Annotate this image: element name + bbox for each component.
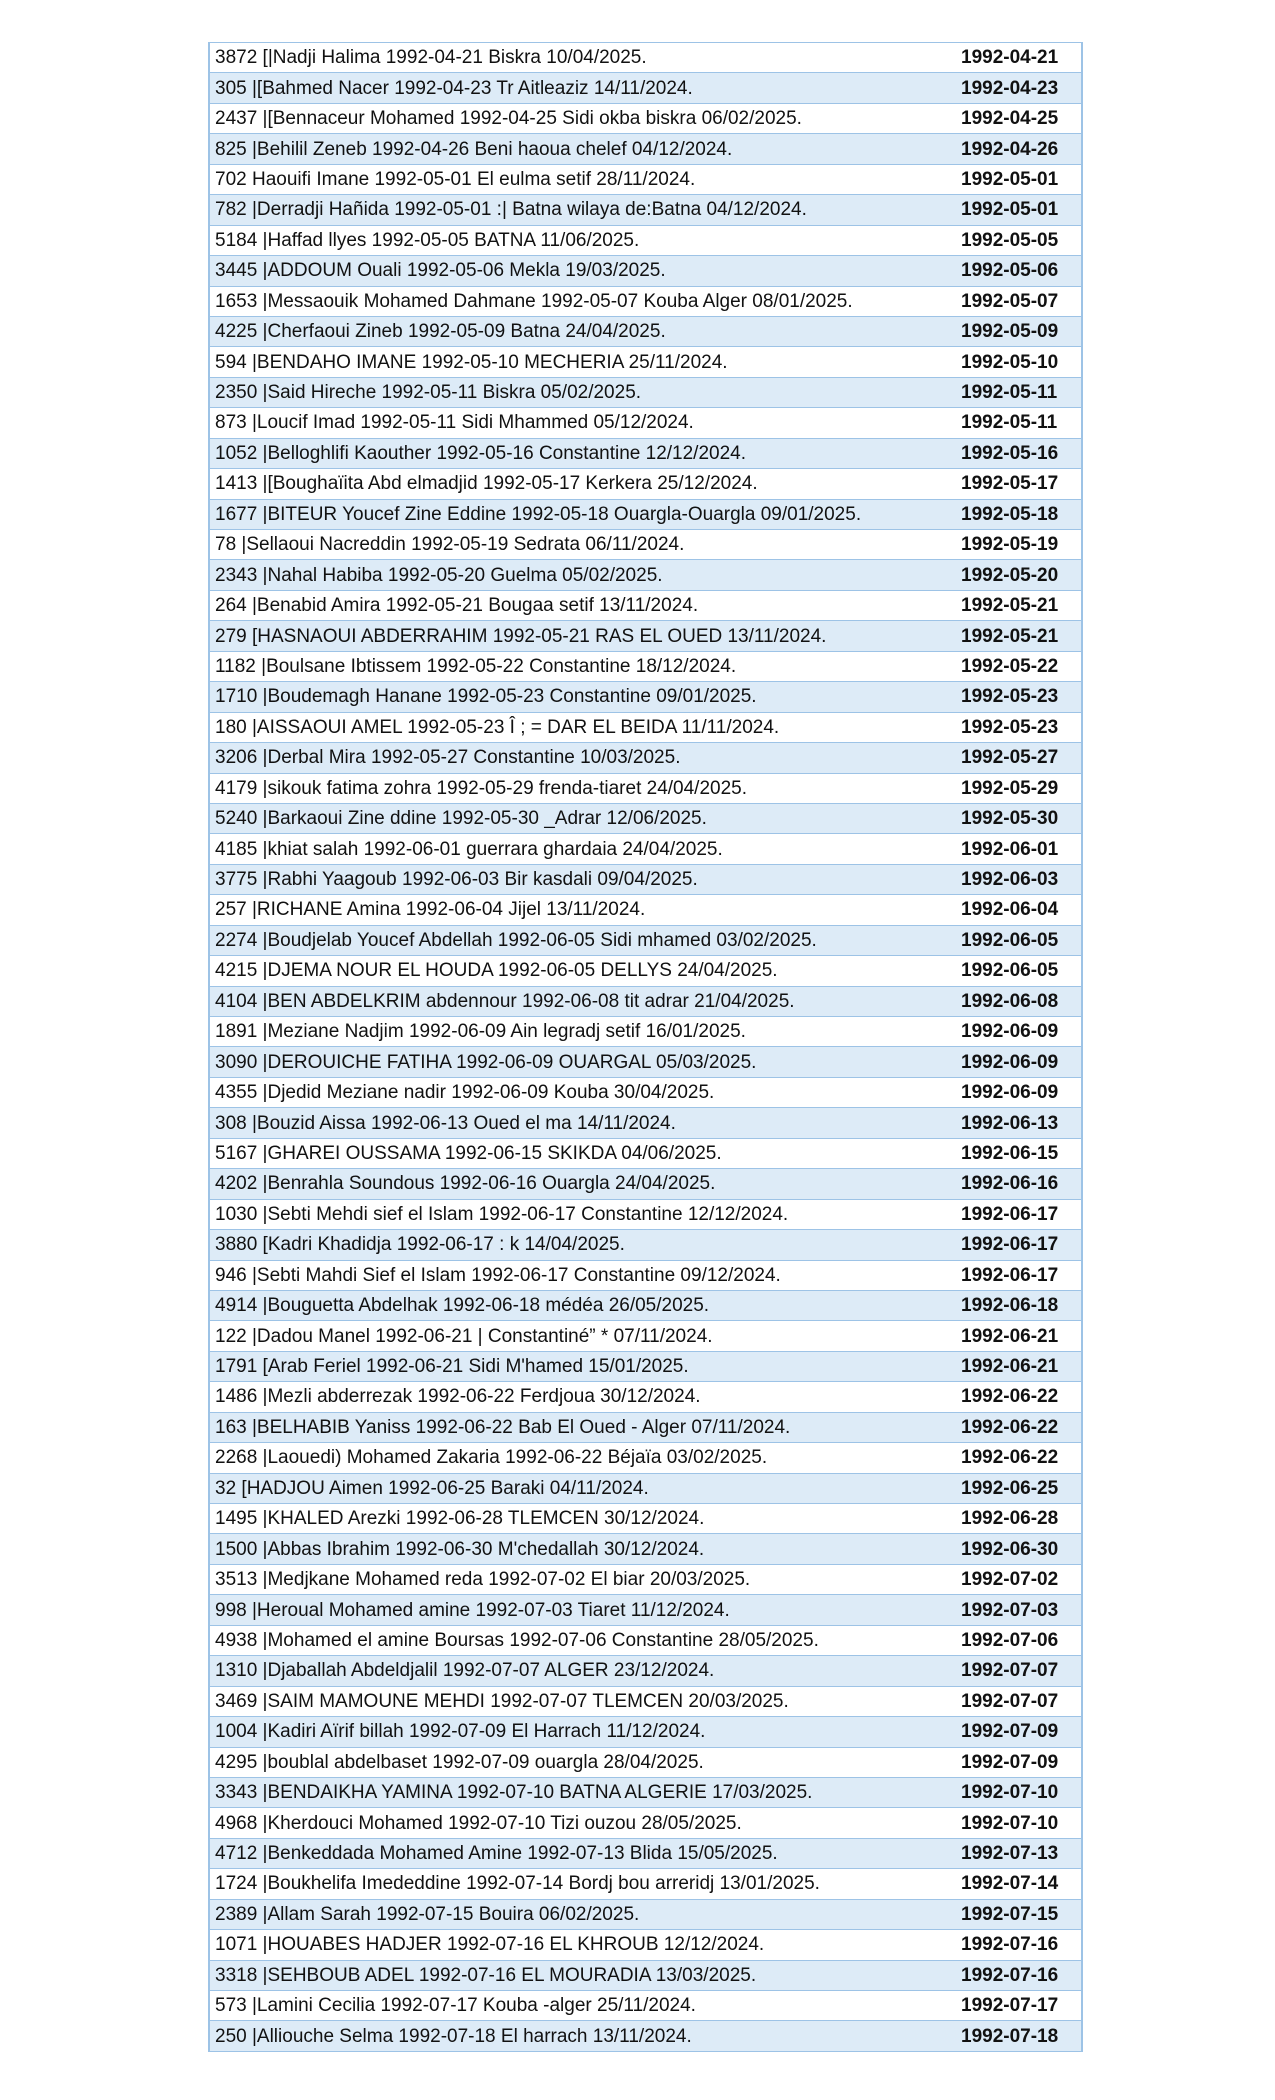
table-row (209, 925, 1082, 955)
record-text-cell: 4712 |Benkeddada Mohamed Amine 1992-07-13 Blida 15/05/2025. (209, 1838, 955, 1868)
record-text-cell: 122 |Dadou Manel 1992-06-21 | Constantiné” * 07/11/2024. (209, 1321, 955, 1351)
record-text-cell: 1486 |Mezli abderrezak 1992-06-22 Ferdjoua 30/12/2024. (209, 1382, 955, 1412)
table-row (209, 1443, 1082, 1473)
record-text-cell: 4215 |DJEMA NOUR EL HOUDA 1992-06-05 DELLYS 24/04/2025. (209, 956, 955, 986)
records-table (208, 42, 1083, 2052)
record-text-cell: 3880 [Kadri Khadidja 1992-06-17 : k 14/04/2025. (209, 1230, 955, 1260)
table-row (209, 1260, 1082, 1290)
table-row (209, 103, 1082, 133)
record-text-cell: 782 |Derradji Hañida 1992-05-01 :| Batna wilaya de:Batna 04/12/2024. (209, 195, 955, 225)
record-text-cell: 1724 |Boukhelifa Imededdine 1992-07-14 Bordj bou arreridj 13/01/2025. (209, 1869, 955, 1899)
record-date-cell: 1992-06-21 (955, 1351, 1082, 1381)
record-text-cell: 4179 |sikouk fatima zohra 1992-05-29 frenda-tiaret 24/04/2025. (209, 773, 955, 803)
record-text-cell: 78 |Sellaoui Nacreddin 1992-05-19 Sedrata 06/11/2024. (209, 530, 955, 560)
table-row (209, 408, 1082, 438)
record-date-cell: 1992-05-16 (955, 438, 1082, 468)
table-row (209, 1960, 1082, 1990)
record-date-cell: 1992-05-21 (955, 621, 1082, 651)
record-date-cell: 1992-07-16 (955, 1960, 1082, 1990)
record-text-cell: 1791 [Arab Feriel 1992-06-21 Sidi M'hamed 15/01/2025. (209, 1351, 955, 1381)
table-row (209, 1869, 1082, 1899)
table-row (209, 1047, 1082, 1077)
record-date-cell: 1992-06-03 (955, 864, 1082, 894)
record-date-cell: 1992-06-15 (955, 1138, 1082, 1168)
record-date-cell: 1992-05-17 (955, 469, 1082, 499)
record-text-cell: 702 Haouifi Imane 1992-05-01 El eulma setif 28/11/2024. (209, 164, 955, 194)
record-text-cell: 5184 |Haffad llyes 1992-05-05 BATNA 11/06/2025. (209, 225, 955, 255)
record-text-cell: 3872 [|Nadji Halima 1992-04-21 Biskra 10/04/2025. (209, 43, 955, 73)
record-date-cell: 1992-07-18 (955, 2021, 1082, 2051)
record-text-cell: 180 |AISSAOUI AMEL 1992-05-23 Î ; = DAR EL BEIDA 11/11/2024. (209, 712, 955, 742)
record-date-cell: 1992-06-16 (955, 1169, 1082, 1199)
record-text-cell: 4104 |BEN ABDELKRIM abdennour 1992-06-08 tit adrar 21/04/2025. (209, 986, 955, 1016)
record-text-cell: 3445 |ADDOUM Ouali 1992-05-06 Mekla 19/03/2025. (209, 256, 955, 286)
record-text-cell: 4968 |Kherdouci Mohamed 1992-07-10 Tizi ouzou 28/05/2025. (209, 1808, 955, 1838)
record-date-cell: 1992-05-01 (955, 164, 1082, 194)
record-date-cell: 1992-06-05 (955, 956, 1082, 986)
record-text-cell: 1071 |HOUABES HADJER 1992-07-16 EL KHROUB 12/12/2024. (209, 1930, 955, 1960)
record-text-cell: 1004 |Kadiri Aïrif billah 1992-07-09 El Harrach 11/12/2024. (209, 1717, 955, 1747)
record-text-cell: 946 |Sebti Mahdi Sief el Islam 1992-06-17 Constantine 09/12/2024. (209, 1260, 955, 1290)
table-row (209, 2021, 1082, 2051)
record-date-cell: 1992-06-17 (955, 1230, 1082, 1260)
record-date-cell: 1992-05-07 (955, 286, 1082, 316)
record-text-cell: 3206 |Derbal Mira 1992-05-27 Constantine 10/03/2025. (209, 743, 955, 773)
record-date-cell: 1992-06-09 (955, 1017, 1082, 1047)
table-row (209, 195, 1082, 225)
record-text-cell: 1052 |Belloghlifi Kaouther 1992-05-16 Constantine 12/12/2024. (209, 438, 955, 468)
table-row (209, 1382, 1082, 1412)
record-date-cell: 1992-07-07 (955, 1656, 1082, 1686)
record-text-cell: 1495 |KHALED Arezki 1992-06-28 TLEMCEN 30/12/2024. (209, 1504, 955, 1534)
record-date-cell: 1992-05-22 (955, 651, 1082, 681)
table-row (209, 773, 1082, 803)
table-row (209, 1077, 1082, 1107)
table-row (209, 1899, 1082, 1929)
record-text-cell: 4202 |Benrahla Soundous 1992-06-16 Ouargla 24/04/2025. (209, 1169, 955, 1199)
table-row (209, 651, 1082, 681)
record-text-cell: 3318 |SEHBOUB ADEL 1992-07-16 EL MOURADIA 13/03/2025. (209, 1960, 955, 1990)
record-text-cell: 2437 |[Bennaceur Mohamed 1992-04-25 Sidi okba biskra 06/02/2025. (209, 103, 955, 133)
record-date-cell: 1992-07-06 (955, 1625, 1082, 1655)
record-date-cell: 1992-06-22 (955, 1443, 1082, 1473)
table-row (209, 1747, 1082, 1777)
table-row (209, 43, 1082, 73)
table-row (209, 986, 1082, 1016)
record-text-cell: 1310 |Djaballah Abdeldjalil 1992-07-07 ALGER 23/12/2024. (209, 1656, 955, 1686)
table-row (209, 1473, 1082, 1503)
table-row (209, 1991, 1082, 2021)
record-date-cell: 1992-06-21 (955, 1321, 1082, 1351)
record-text-cell: 1030 |Sebti Mehdi sief el Islam 1992-06-17 Constantine 12/12/2024. (209, 1199, 955, 1229)
record-text-cell: 257 |RICHANE Amina 1992-06-04 Jijel 13/11/2024. (209, 895, 955, 925)
table-row (209, 743, 1082, 773)
table-row (209, 530, 1082, 560)
record-text-cell: 873 |Loucif Imad 1992-05-11 Sidi Mhammed 05/12/2024. (209, 408, 955, 438)
record-date-cell: 1992-06-30 (955, 1534, 1082, 1564)
table-row (209, 1717, 1082, 1747)
record-date-cell: 1992-07-10 (955, 1777, 1082, 1807)
record-text-cell: 2350 |Said Hireche 1992-05-11 Biskra 05/02/2025. (209, 377, 955, 407)
record-text-cell: 163 |BELHABIB Yaniss 1992-06-22 Bab El Oued - Alger 07/11/2024. (209, 1412, 955, 1442)
record-date-cell: 1992-05-11 (955, 408, 1082, 438)
table-row (209, 1808, 1082, 1838)
table-row (209, 1930, 1082, 1960)
table-row (209, 225, 1082, 255)
record-text-cell: 4225 |Cherfaoui Zineb 1992-05-09 Batna 24/04/2025. (209, 316, 955, 346)
record-text-cell: 3513 |Medjkane Mohamed reda 1992-07-02 El biar 20/03/2025. (209, 1564, 955, 1594)
record-text-cell: 4295 |boublal abdelbaset 1992-07-09 ouargla 28/04/2025. (209, 1747, 955, 1777)
table-row (209, 590, 1082, 620)
record-text-cell: 279 [HASNAOUI ABDERRAHIM 1992-05-21 RAS EL OUED 13/11/2024. (209, 621, 955, 651)
record-date-cell: 1992-05-09 (955, 316, 1082, 346)
table-row (209, 1351, 1082, 1381)
record-text-cell: 305 |[Bahmed Nacer 1992-04-23 Tr Aitleaziz 14/11/2024. (209, 73, 955, 103)
record-date-cell: 1992-06-18 (955, 1290, 1082, 1320)
record-text-cell: 594 |BENDAHO IMANE 1992-05-10 MECHERIA 25/11/2024. (209, 347, 955, 377)
record-text-cell: 2268 |Laouedi) Mohamed Zakaria 1992-06-22 Béjaïa 03/02/2025. (209, 1443, 955, 1473)
record-date-cell: 1992-07-03 (955, 1595, 1082, 1625)
record-date-cell: 1992-06-25 (955, 1473, 1082, 1503)
record-date-cell: 1992-05-29 (955, 773, 1082, 803)
record-text-cell: 3343 |BENDAIKHA YAMINA 1992-07-10 BATNA ALGERIE 17/03/2025. (209, 1777, 955, 1807)
record-date-cell: 1992-07-02 (955, 1564, 1082, 1594)
table-row (209, 834, 1082, 864)
record-text-cell: 1653 |Messaouik Mohamed Dahmane 1992-05-07 Kouba Alger 08/01/2025. (209, 286, 955, 316)
table-row (209, 1138, 1082, 1168)
record-text-cell: 1710 |Boudemagh Hanane 1992-05-23 Constantine 09/01/2025. (209, 682, 955, 712)
table-row (209, 682, 1082, 712)
table-row (209, 469, 1082, 499)
table-row (209, 134, 1082, 164)
record-date-cell: 1992-05-19 (955, 530, 1082, 560)
record-text-cell: 1891 |Meziane Nadjim 1992-06-09 Ain legradj setif 16/01/2025. (209, 1017, 955, 1047)
record-date-cell: 1992-05-27 (955, 743, 1082, 773)
record-date-cell: 1992-06-05 (955, 925, 1082, 955)
table-row (209, 1169, 1082, 1199)
record-date-cell: 1992-04-26 (955, 134, 1082, 164)
record-text-cell: 825 |Behilil Zeneb 1992-04-26 Beni haoua chelef 04/12/2024. (209, 134, 955, 164)
table-row (209, 1412, 1082, 1442)
table-row (209, 1290, 1082, 1320)
record-date-cell: 1992-06-09 (955, 1077, 1082, 1107)
table-row (209, 316, 1082, 346)
record-date-cell: 1992-06-17 (955, 1199, 1082, 1229)
table-row (209, 438, 1082, 468)
table-row (209, 864, 1082, 894)
record-date-cell: 1992-05-21 (955, 590, 1082, 620)
table-row (209, 1564, 1082, 1594)
record-text-cell: 1182 |Boulsane Ibtissem 1992-05-22 Constantine 18/12/2024. (209, 651, 955, 681)
record-text-cell: 4185 |khiat salah 1992-06-01 guerrara ghardaia 24/04/2025. (209, 834, 955, 864)
record-date-cell: 1992-06-17 (955, 1260, 1082, 1290)
record-date-cell: 1992-07-13 (955, 1838, 1082, 1868)
table-row (209, 499, 1082, 529)
table-row (209, 286, 1082, 316)
record-text-cell: 573 |Lamini Cecilia 1992-07-17 Kouba -alger 25/11/2024. (209, 1991, 955, 2021)
table-row (209, 621, 1082, 651)
table-row (209, 256, 1082, 286)
record-date-cell: 1992-06-01 (955, 834, 1082, 864)
table-row (209, 347, 1082, 377)
record-date-cell: 1992-07-07 (955, 1686, 1082, 1716)
record-date-cell: 1992-07-09 (955, 1717, 1082, 1747)
table-row (209, 1777, 1082, 1807)
record-text-cell: 3775 |Rabhi Yaagoub 1992-06-03 Bir kasdali 09/04/2025. (209, 864, 955, 894)
record-date-cell: 1992-07-14 (955, 1869, 1082, 1899)
record-text-cell: 1677 |BITEUR Youcef Zine Eddine 1992-05-18 Ouargla-Ouargla 09/01/2025. (209, 499, 955, 529)
record-text-cell: 2343 |Nahal Habiba 1992-05-20 Guelma 05/02/2025. (209, 560, 955, 590)
record-date-cell: 1992-05-05 (955, 225, 1082, 255)
table-row (209, 712, 1082, 742)
records-table-body (209, 43, 1082, 2052)
table-row (209, 1534, 1082, 1564)
table-row (209, 1321, 1082, 1351)
table-row (209, 1656, 1082, 1686)
table-row (209, 164, 1082, 194)
record-text-cell: 1500 |Abbas Ibrahim 1992-06-30 M'chedallah 30/12/2024. (209, 1534, 955, 1564)
record-text-cell: 308 |Bouzid Aissa 1992-06-13 Oued el ma 14/11/2024. (209, 1108, 955, 1138)
record-date-cell: 1992-07-09 (955, 1747, 1082, 1777)
table-row (209, 1017, 1082, 1047)
record-text-cell: 32 [HADJOU Aimen 1992-06-25 Baraki 04/11/2024. (209, 1473, 955, 1503)
record-text-cell: 4914 |Bouguetta Abdelhak 1992-06-18 médéa 26/05/2025. (209, 1290, 955, 1320)
record-date-cell: 1992-05-11 (955, 377, 1082, 407)
record-text-cell: 264 |Benabid Amira 1992-05-21 Bougaa setif 13/11/2024. (209, 590, 955, 620)
record-text-cell: 3090 |DEROUICHE FATIHA 1992-06-09 OUARGAL 05/03/2025. (209, 1047, 955, 1077)
record-date-cell: 1992-07-15 (955, 1899, 1082, 1929)
record-text-cell: 3469 |SAIM MAMOUNE MEHDI 1992-07-07 TLEMCEN 20/03/2025. (209, 1686, 955, 1716)
record-date-cell: 1992-06-22 (955, 1382, 1082, 1412)
record-date-cell: 1992-06-28 (955, 1504, 1082, 1534)
record-date-cell: 1992-06-04 (955, 895, 1082, 925)
record-date-cell: 1992-05-30 (955, 803, 1082, 833)
record-date-cell: 1992-06-09 (955, 1047, 1082, 1077)
record-text-cell: 4938 |Mohamed el amine Boursas 1992-07-06 Constantine 28/05/2025. (209, 1625, 955, 1655)
table-row (209, 803, 1082, 833)
table-row (209, 1230, 1082, 1260)
record-date-cell: 1992-07-17 (955, 1991, 1082, 2021)
record-text-cell: 2389 |Allam Sarah 1992-07-15 Bouira 06/02/2025. (209, 1899, 955, 1929)
table-row (209, 1108, 1082, 1138)
record-date-cell: 1992-05-20 (955, 560, 1082, 590)
record-date-cell: 1992-05-10 (955, 347, 1082, 377)
table-row (209, 560, 1082, 590)
record-date-cell: 1992-04-25 (955, 103, 1082, 133)
table-row (209, 1625, 1082, 1655)
table-row (209, 895, 1082, 925)
record-text-cell: 5167 |GHAREI OUSSAMA 1992-06-15 SKIKDA 04/06/2025. (209, 1138, 955, 1168)
record-date-cell: 1992-05-01 (955, 195, 1082, 225)
record-text-cell: 250 |Alliouche Selma 1992-07-18 El harrach 13/11/2024. (209, 2021, 955, 2051)
record-date-cell: 1992-05-06 (955, 256, 1082, 286)
record-text-cell: 5240 |Barkaoui Zine ddine 1992-05-30 _Adrar 12/06/2025. (209, 803, 955, 833)
record-date-cell: 1992-05-18 (955, 499, 1082, 529)
record-date-cell: 1992-07-16 (955, 1930, 1082, 1960)
record-date-cell: 1992-05-23 (955, 712, 1082, 742)
table-row (209, 1504, 1082, 1534)
record-text-cell: 998 |Heroual Mohamed amine 1992-07-03 Tiaret 11/12/2024. (209, 1595, 955, 1625)
record-date-cell: 1992-04-21 (955, 43, 1082, 73)
table-row (209, 73, 1082, 103)
record-date-cell: 1992-06-22 (955, 1412, 1082, 1442)
record-date-cell: 1992-07-10 (955, 1808, 1082, 1838)
record-date-cell: 1992-04-23 (955, 73, 1082, 103)
table-row (209, 377, 1082, 407)
record-text-cell: 2274 |Boudjelab Youcef Abdellah 1992-06-05 Sidi mhamed 03/02/2025. (209, 925, 955, 955)
record-date-cell: 1992-06-08 (955, 986, 1082, 1016)
table-row (209, 1595, 1082, 1625)
record-text-cell: 4355 |Djedid Meziane nadir 1992-06-09 Kouba 30/04/2025. (209, 1077, 955, 1107)
record-date-cell: 1992-05-23 (955, 682, 1082, 712)
table-row (209, 956, 1082, 986)
table-row (209, 1838, 1082, 1868)
record-text-cell: 1413 |[Boughaïita Abd elmadjid 1992-05-17 Kerkera 25/12/2024. (209, 469, 955, 499)
table-row (209, 1199, 1082, 1229)
table-row (209, 1686, 1082, 1716)
record-date-cell: 1992-06-13 (955, 1108, 1082, 1138)
